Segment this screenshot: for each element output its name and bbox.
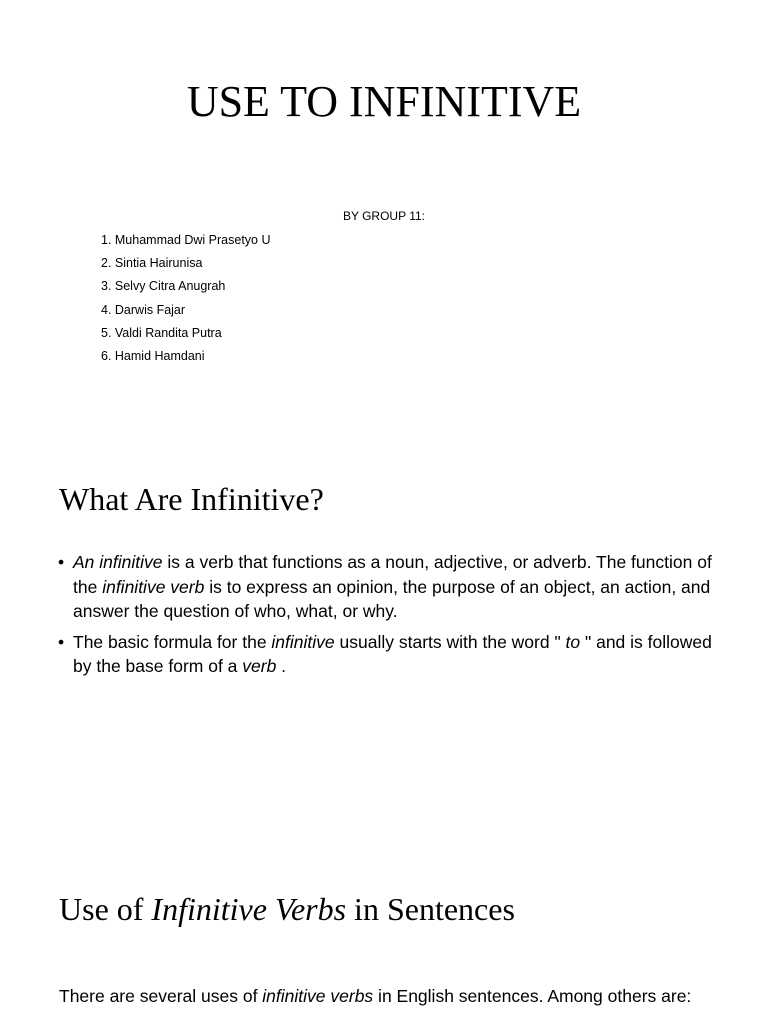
heading-emphasis: Infinitive Verbs	[151, 891, 347, 927]
emphasis-text: infinitive verb	[102, 576, 205, 597]
section-heading-what-are-infinitive: What Are Infinitive?	[59, 481, 324, 517]
heading-text: in Sentences	[346, 891, 515, 927]
bullet-item	[58, 630, 728, 679]
group-byline: BY GROUP 11:	[342, 209, 426, 223]
body-text: .	[276, 656, 287, 676]
slide-title: USE TO INFINITIVE	[186, 77, 582, 126]
body-text: in English sentences. Among others are:	[373, 986, 692, 1006]
body-text: The basic formula for the	[73, 631, 272, 652]
emphasis-text: to	[565, 631, 581, 652]
member-item: 3. Selvy Citra Anugrah	[101, 279, 226, 294]
member-item: 5. Valdi Randita Putra	[101, 325, 222, 340]
section-heading-use-of-infinitive	[59, 886, 515, 932]
intro-paragraph	[59, 984, 719, 1008]
body-text: usually starts with the word "	[334, 631, 566, 652]
body-text: is to express an opinion, the purpose of an object, an action, and answer the question of who, what, or why.	[73, 576, 711, 621]
bullet-item	[58, 550, 728, 624]
body-text: There are several uses of	[59, 986, 263, 1006]
member-item: 1. Muhammad Dwi Prasetyo U	[101, 233, 271, 247]
bullet-dot-icon: •	[58, 631, 65, 652]
member-item: 4. Darwis Fajar	[101, 302, 186, 317]
bullet-dot-icon: •	[58, 552, 65, 572]
body-text: is a verb that functions as a noun, adjective, or adverb. The function of the	[73, 552, 712, 597]
member-item: 2. Sintia Hairunisa	[101, 256, 203, 271]
emphasis-text: verb	[242, 656, 277, 676]
member-list	[101, 232, 271, 371]
member-item: 6. Hamid Hamdani	[101, 348, 205, 363]
emphasis-text: infinitive	[271, 631, 335, 652]
body-text: " and is followed by the base form of a	[73, 631, 712, 676]
heading-text: Use of	[59, 891, 152, 927]
emphasis-text: infinitive verbs	[262, 986, 374, 1006]
emphasis-text: An infinitive	[73, 552, 163, 572]
definition-bullets	[58, 550, 728, 685]
